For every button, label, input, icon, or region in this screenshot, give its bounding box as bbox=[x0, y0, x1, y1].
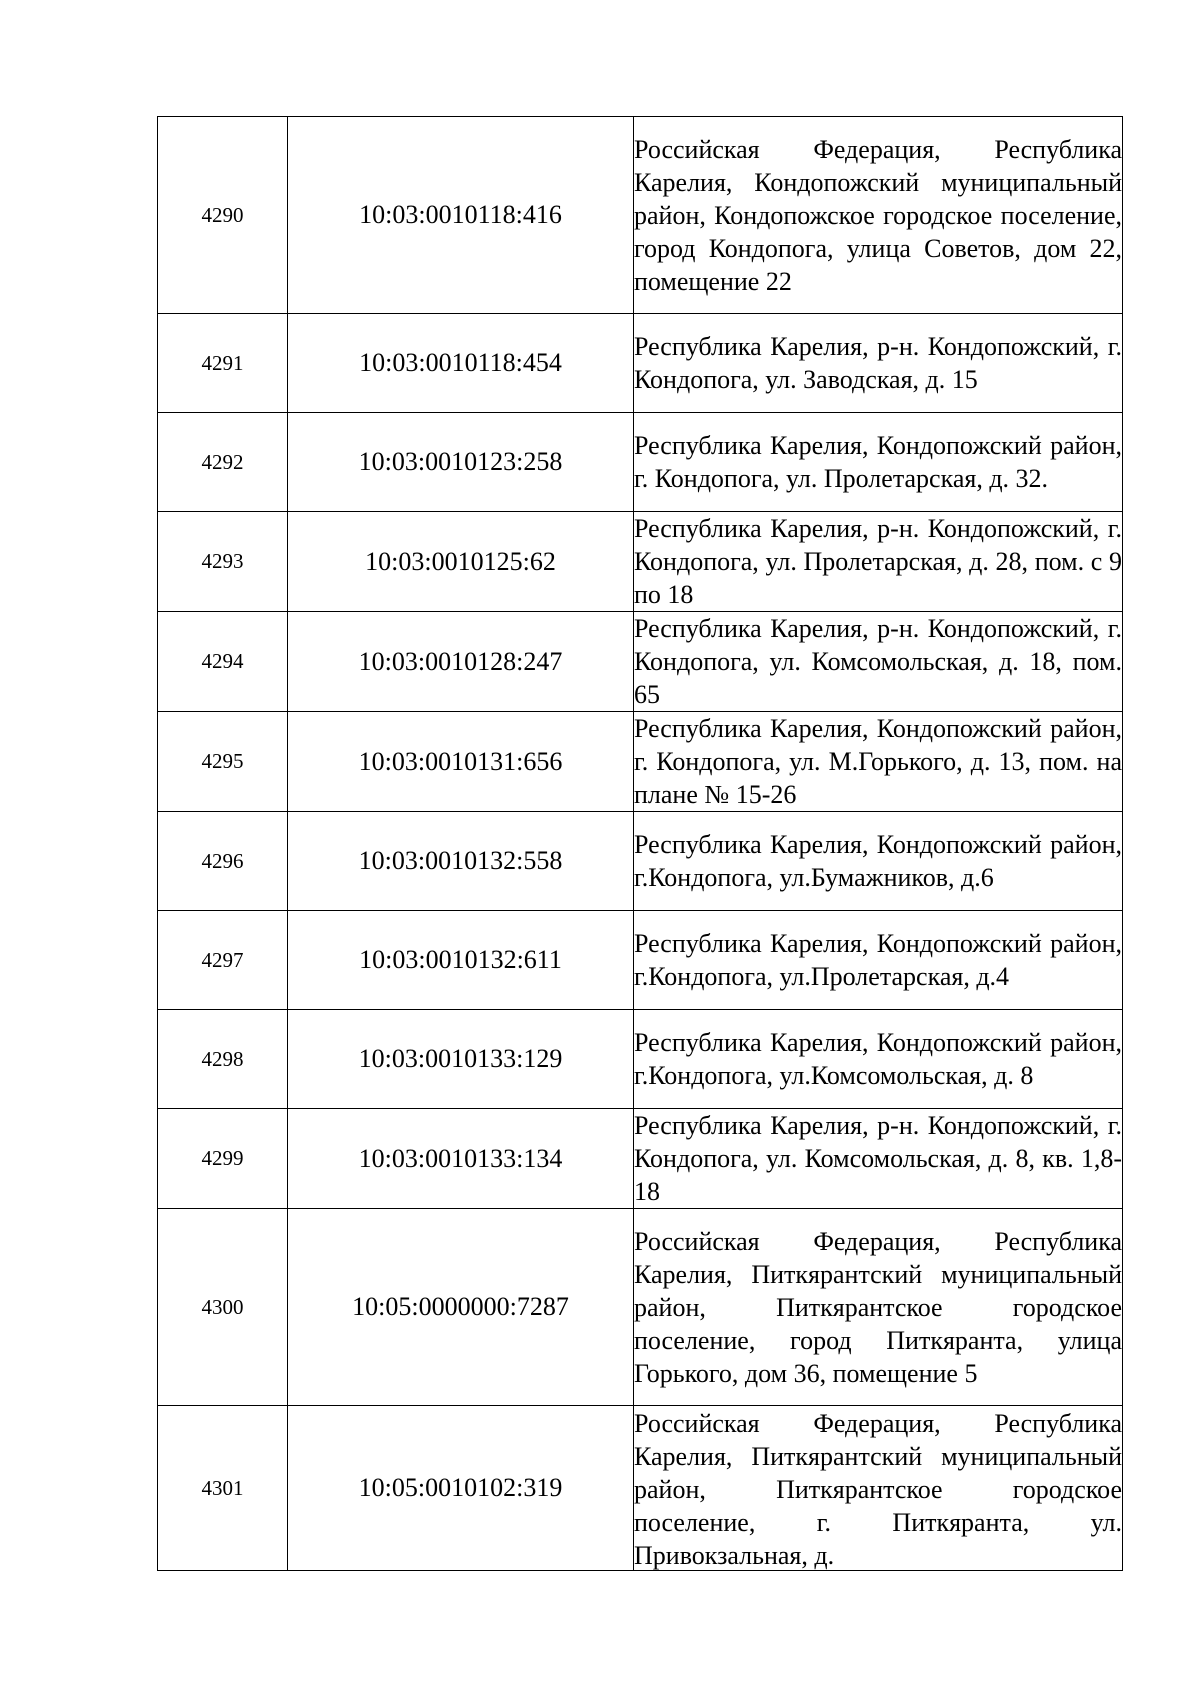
row-number: 4296 bbox=[158, 812, 288, 911]
table-row bbox=[158, 512, 1123, 612]
row-number: 4297 bbox=[158, 911, 288, 1010]
cadastral-number: 10:03:0010132:558 bbox=[288, 812, 634, 911]
table-row bbox=[158, 1010, 1123, 1109]
cadastral-number: 10:03:0010118:416 bbox=[288, 117, 634, 314]
table-row bbox=[158, 712, 1123, 812]
address: Республика Карелия, р-н. Кондопожский, г. Кондопога, ул. Заводская, д. 15 bbox=[634, 314, 1123, 413]
cadastral-number: 10:05:0000000:7287 bbox=[288, 1209, 634, 1406]
cadastral-number: 10:03:0010131:656 bbox=[288, 712, 634, 812]
cadastral-number: 10:03:0010132:611 bbox=[288, 911, 634, 1010]
address: Республика Карелия, Кондопожский район, г.Кондопога, ул.Пролетарская, д.4 bbox=[634, 911, 1123, 1010]
address bbox=[634, 1406, 1123, 1571]
row-number: 4294 bbox=[158, 612, 288, 712]
table-row bbox=[158, 314, 1123, 413]
row-number: 4291 bbox=[158, 314, 288, 413]
cadastral-number: 10:03:0010133:134 bbox=[288, 1109, 634, 1209]
table-row bbox=[158, 413, 1123, 512]
row-number: 4295 bbox=[158, 712, 288, 812]
address: Республика Карелия, Кондопожский район, г. Кондопога, ул. М.Горького, д. 13, пом. на плане № 15-26 bbox=[634, 712, 1123, 812]
cadastral-number: 10:03:0010125:62 bbox=[288, 512, 634, 612]
address: Республика Карелия, Кондопожский район, г.Кондопога, ул.Комсомольская, д. 8 bbox=[634, 1010, 1123, 1109]
table-row bbox=[158, 1109, 1123, 1209]
table-row bbox=[158, 117, 1123, 314]
table-row bbox=[158, 1209, 1123, 1406]
address: Республика Карелия, р-н. Кондопожский, г. Кондопога, ул. Комсомольская, д. 18, пом. 65 bbox=[634, 612, 1123, 712]
table-row bbox=[158, 911, 1123, 1010]
address: Республика Карелия, р-н. Кондопожский, г. Кондопога, ул. Комсомольская, д. 8, кв. 1,8-18 bbox=[634, 1109, 1123, 1209]
address: Республика Карелия, р-н. Кондопожский, г. Кондопога, ул. Пролетарская, д. 28, пом. с 9 по 18 bbox=[634, 512, 1123, 612]
table-row bbox=[158, 1406, 1123, 1571]
row-number: 4298 bbox=[158, 1010, 288, 1109]
table-row bbox=[158, 812, 1123, 911]
row-number: 4300 bbox=[158, 1209, 288, 1406]
table-row bbox=[158, 612, 1123, 712]
cadastral-number: 10:03:0010118:454 bbox=[288, 314, 634, 413]
address: Республика Карелия, Кондопожский район, г. Кондопога, ул. Пролетарская, д. 32. bbox=[634, 413, 1123, 512]
row-number: 4293 bbox=[158, 512, 288, 612]
address: Российская Федерация, Республика Карелия, Кондопожский муниципальный район, Кондопожское городское поселение, город Кондопога, улица Советов, дом 22, помещение 22 bbox=[634, 117, 1123, 314]
row-number: 4290 bbox=[158, 117, 288, 314]
property-registry-table bbox=[157, 116, 1123, 1571]
row-number: 4299 bbox=[158, 1109, 288, 1209]
row-number: 4301 bbox=[158, 1406, 288, 1571]
row-number: 4292 bbox=[158, 413, 288, 512]
address-text: Российская Федерация, Республика Карелия, Питкярантский муниципальный район, Питкярантское городское поселение, г. Питкяранта, ул. Привокзальная, д. bbox=[634, 1408, 1122, 1570]
cadastral-number: 10:03:0010128:247 bbox=[288, 612, 634, 712]
cadastral-number: 10:05:0010102:319 bbox=[288, 1406, 634, 1571]
address: Российская Федерация, Республика Карелия, Питкярантский муниципальный район, Питкярантское городское поселение, город Питкяранта, улица Горького, дом 36, помещение 5 bbox=[634, 1209, 1123, 1406]
address: Республика Карелия, Кондопожский район, г.Кондопога, ул.Бумажников, д.6 bbox=[634, 812, 1123, 911]
cadastral-number: 10:03:0010133:129 bbox=[288, 1010, 634, 1109]
cadastral-number: 10:03:0010123:258 bbox=[288, 413, 634, 512]
